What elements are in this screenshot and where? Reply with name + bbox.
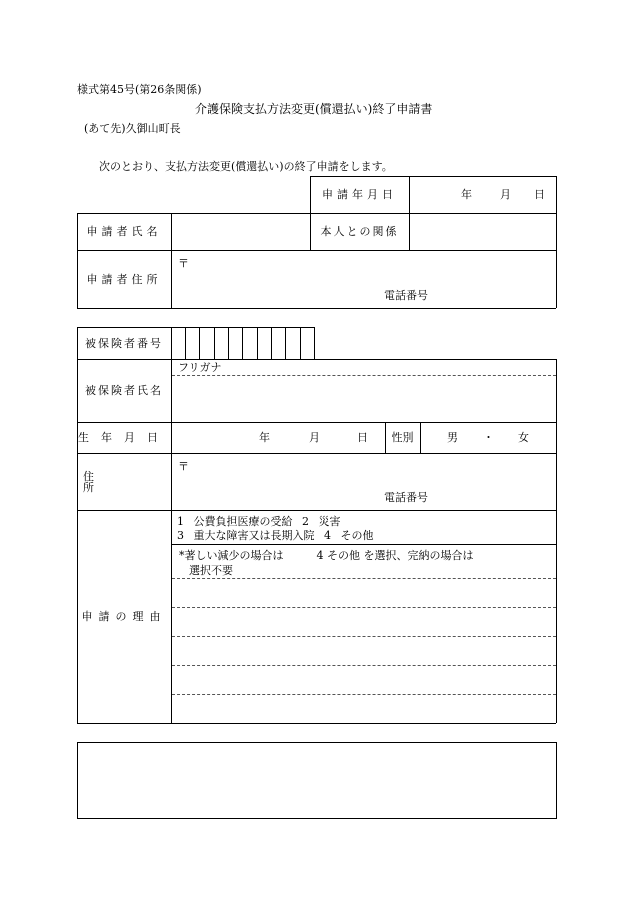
reason-note-line-1: *著しい減少の場合は 4 その他 を選択、完納の場合は bbox=[179, 549, 474, 562]
furigana-label: フリガナ bbox=[178, 361, 222, 374]
birth-date-field[interactable] bbox=[172, 423, 384, 452]
reason-detail-line-3[interactable] bbox=[172, 637, 555, 664]
applicant-postal-mark: 〒 bbox=[178, 257, 189, 270]
application-date-month: 月 bbox=[500, 188, 511, 201]
birth-date-label: 生年月日 bbox=[78, 431, 170, 444]
gender-male-option[interactable]: 男 bbox=[447, 431, 458, 444]
insured-name-field[interactable] bbox=[172, 376, 555, 421]
insured-digit-9[interactable] bbox=[286, 328, 299, 358]
application-date-field[interactable] bbox=[410, 177, 555, 212]
insured-digit-3[interactable] bbox=[200, 328, 213, 358]
insured-digit-1[interactable] bbox=[172, 328, 185, 358]
insured-number-label: 被保険者番号 bbox=[85, 336, 163, 350]
relation-field[interactable] bbox=[410, 214, 555, 249]
reason-detail-line-2[interactable] bbox=[172, 608, 555, 635]
gender-female-option[interactable]: 女 bbox=[518, 431, 529, 444]
insured-digit-8[interactable] bbox=[272, 328, 285, 358]
insured-address-field[interactable] bbox=[172, 454, 555, 509]
intro-text: 次のとおり、支払方法変更(償還払い)の終了申請をします。 bbox=[99, 160, 393, 173]
remarks-box[interactable] bbox=[77, 742, 557, 819]
insured-digit-10[interactable] bbox=[301, 328, 314, 358]
applicant-address-field[interactable] bbox=[172, 251, 555, 307]
applicant-address-label: 申請者住所 bbox=[86, 272, 162, 286]
application-date-year: 年 bbox=[461, 188, 472, 201]
insured-digit-7[interactable] bbox=[258, 328, 271, 358]
application-date-label: 申請年月日 bbox=[322, 188, 397, 201]
reason-option-line-2[interactable]: 3 重大な障害又は長期入院 4 その他 bbox=[177, 529, 374, 542]
reason-label: 申請の理由 bbox=[81, 610, 167, 623]
insured-digit-5[interactable] bbox=[229, 328, 242, 358]
insured-phone-label: 電話番号 bbox=[384, 491, 428, 504]
gender-label: 性別 bbox=[391, 431, 414, 444]
applicant-phone-label: 電話番号 bbox=[384, 289, 428, 302]
insured-address-label bbox=[77, 453, 171, 510]
insured-postal-mark: 〒 bbox=[178, 460, 189, 473]
insured-digit-2[interactable] bbox=[186, 328, 199, 358]
birth-year: 年 bbox=[259, 431, 270, 444]
form-title: 介護保険支払方法変更(償還払い)終了申請書 bbox=[195, 102, 433, 116]
birth-day: 日 bbox=[357, 431, 368, 444]
application-date-day: 日 bbox=[534, 188, 545, 201]
form-number: 様式第45号(第26条関係) bbox=[77, 83, 202, 96]
reason-option-line-1[interactable]: 1 公費負担医療の受給 2 災害 bbox=[177, 515, 341, 528]
applicant-name-label: 申請者氏名 bbox=[86, 225, 162, 238]
reason-detail-line-1[interactable] bbox=[172, 579, 555, 606]
addressee: (あて先)久御山町長 bbox=[84, 122, 181, 135]
furigana-field[interactable] bbox=[230, 360, 555, 374]
insured-digit-4[interactable] bbox=[215, 328, 228, 358]
reason-detail-line-5[interactable] bbox=[172, 695, 555, 722]
gender-separator: ・ bbox=[483, 431, 494, 444]
address-label-text: 住所 bbox=[83, 469, 156, 494]
insured-name-label: 被保険者氏名 bbox=[85, 384, 163, 397]
applicant-name-field[interactable] bbox=[172, 214, 309, 249]
relation-label: 本人との関係 bbox=[320, 225, 399, 238]
insured-digit-6[interactable] bbox=[243, 328, 256, 358]
birth-month: 月 bbox=[309, 431, 320, 444]
reason-detail-line-4[interactable] bbox=[172, 666, 555, 693]
reason-note-line-2: 選択不要 bbox=[189, 564, 233, 577]
